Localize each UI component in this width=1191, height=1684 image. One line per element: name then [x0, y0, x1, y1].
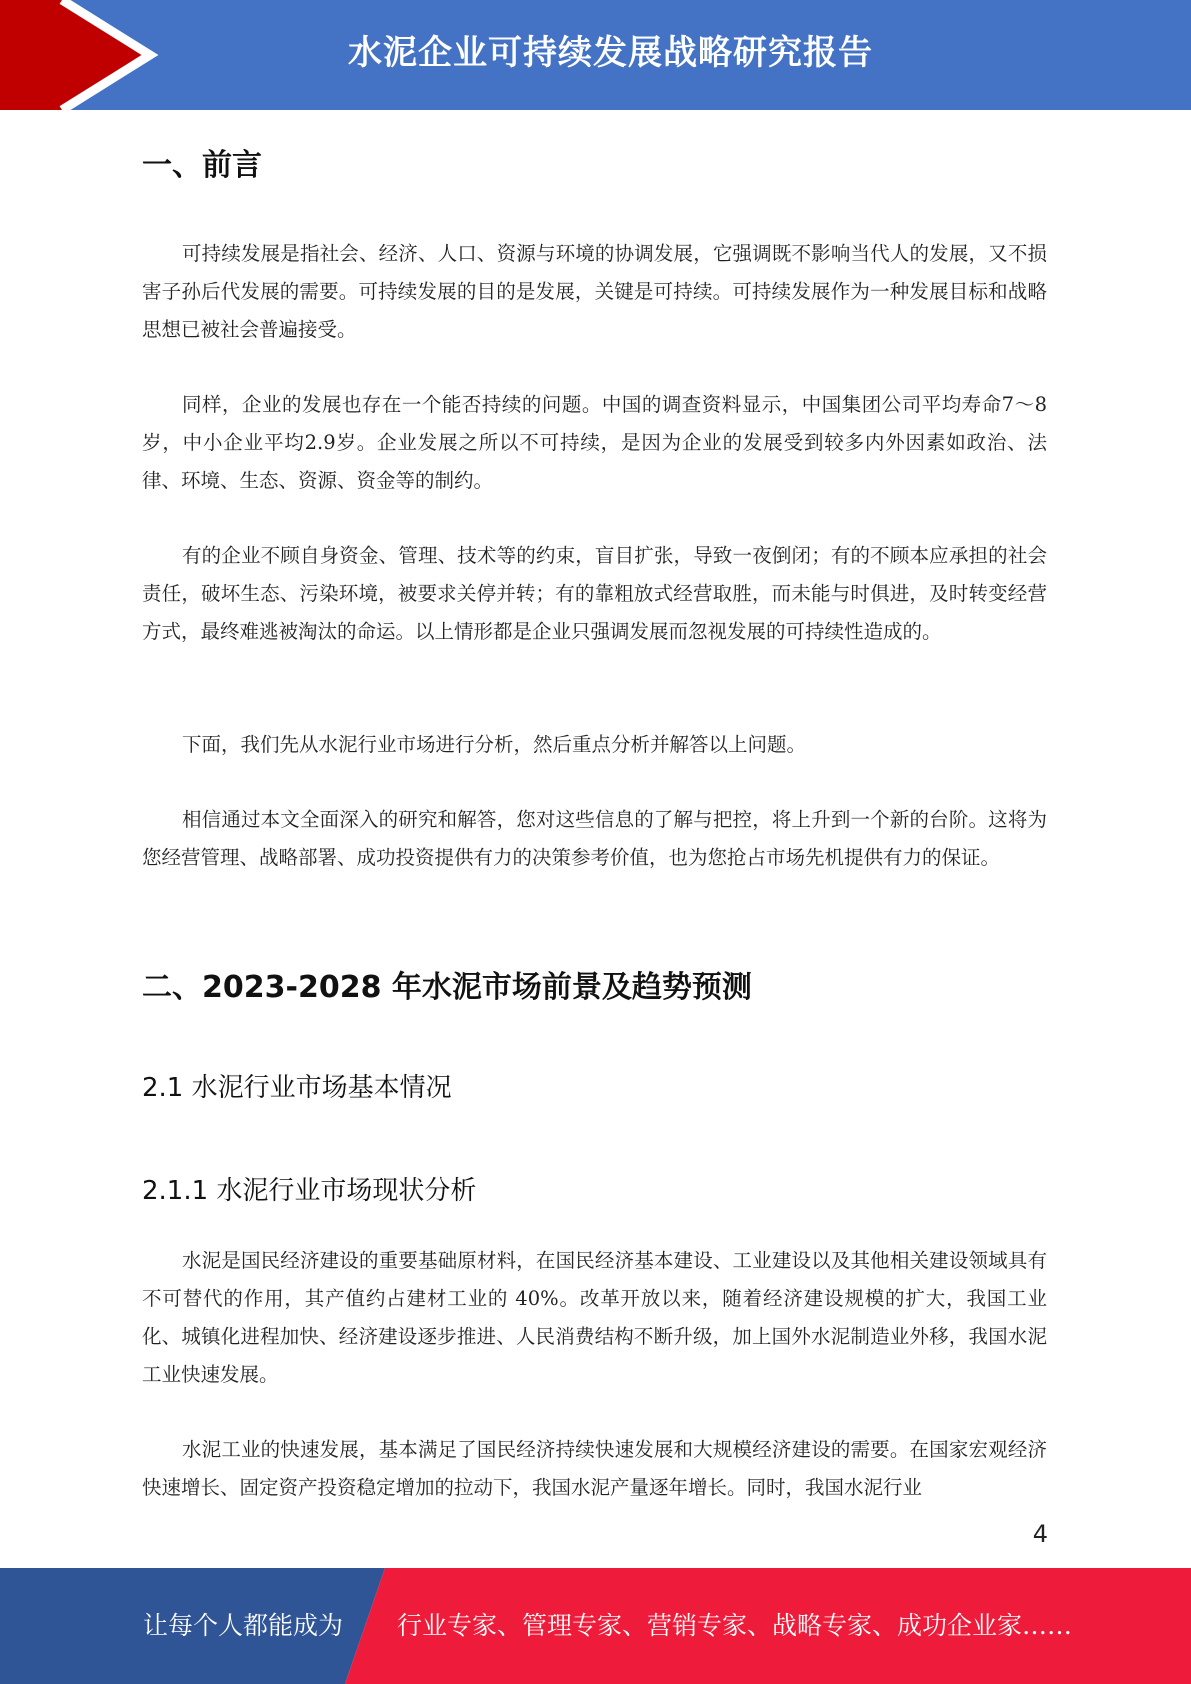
- paragraph: 同样，企业的发展也存在一个能否持续的问题。中国的调查资料显示，中国集团公司平均寿命7～8岁，中小企业平均2.9岁。企业发展之所以不可持续，是因为企业的发展受到较多内外因素如政治、法律、环境、生态、资源、资金等的制约。: [142, 393, 1047, 492]
- subsubsection-heading: 2.1.1 水泥行业市场现状分析: [142, 1176, 477, 1206]
- page-number: 4: [1032, 1520, 1048, 1548]
- page-header-banner: [0, 0, 1191, 110]
- section-heading-forecast: 二、2023-2028 年水泥市场前景及趋势预测: [142, 970, 752, 1005]
- paragraph: 水泥工业的快速发展，基本满足了国民经济持续快速发展和大规模经济建设的需要。在国家宏观经济快速增长、固定资产投资稳定增加的拉动下，我国水泥产量逐年增长。同时，我国水泥行业: [142, 1438, 1047, 1499]
- paragraph: 有的企业不顾自身资金、管理、技术等的约束，盲目扩张，导致一夜倒闭；有的不顾本应承担的社会责任，破坏生态、污染环境，被要求关停并转；有的靠粗放式经营取胜，而未能与时俱进，及时转变经营方式，最终难逃被淘汰的命运。以上情形都是企业只强调发展而忽视发展的可持续性造成的。: [142, 544, 1047, 643]
- paragraph: 相信通过本文全面深入的研究和解答，您对这些信息的了解与把控，将上升到一个新的台阶。这将为您经营管理、战略部署、成功投资提供有力的决策参考价值，也为您抢占市场先机提供有力的保证。: [142, 808, 1047, 869]
- paragraph: 可持续发展是指社会、经济、人口、资源与环境的协调发展，它强调既不影响当代人的发展，又不损害子孙后代发展的需要。可持续发展的目的是发展，关键是可持续。可持续发展作为一种发展目标和战略思想已被社会普遍接受。: [142, 242, 1047, 341]
- page-footer-banner: [0, 1568, 1191, 1684]
- report-title: 水泥企业可持续发展战略研究报告: [348, 33, 873, 73]
- paragraph: 下面，我们先从水泥行业市场进行分析，然后重点分析并解答以上问题。: [182, 733, 807, 756]
- section-heading-preface: 一、前言: [142, 148, 262, 183]
- footer-slogan-left: 让每个人都能成为: [143, 1611, 344, 1640]
- subsection-heading: 2.1 水泥行业市场基本情况: [142, 1073, 452, 1103]
- paragraph: 水泥是国民经济建设的重要基础原材料，在国民经济基本建设、工业建设以及其他相关建设领域具有不可替代的作用，其产值约占建材工业的 40%。改革开放以来，随着经济建设规模的扩大，我国工业化、城镇化进程加快、经济建设逐步推进、人民消费结构不断升级，加上国外水泥制造业外移，我国水泥工业快速发展。: [142, 1249, 1047, 1386]
- footer-slogan-right: 行业专家、管理专家、营销专家、战略专家、成功企业家……: [397, 1611, 1073, 1640]
